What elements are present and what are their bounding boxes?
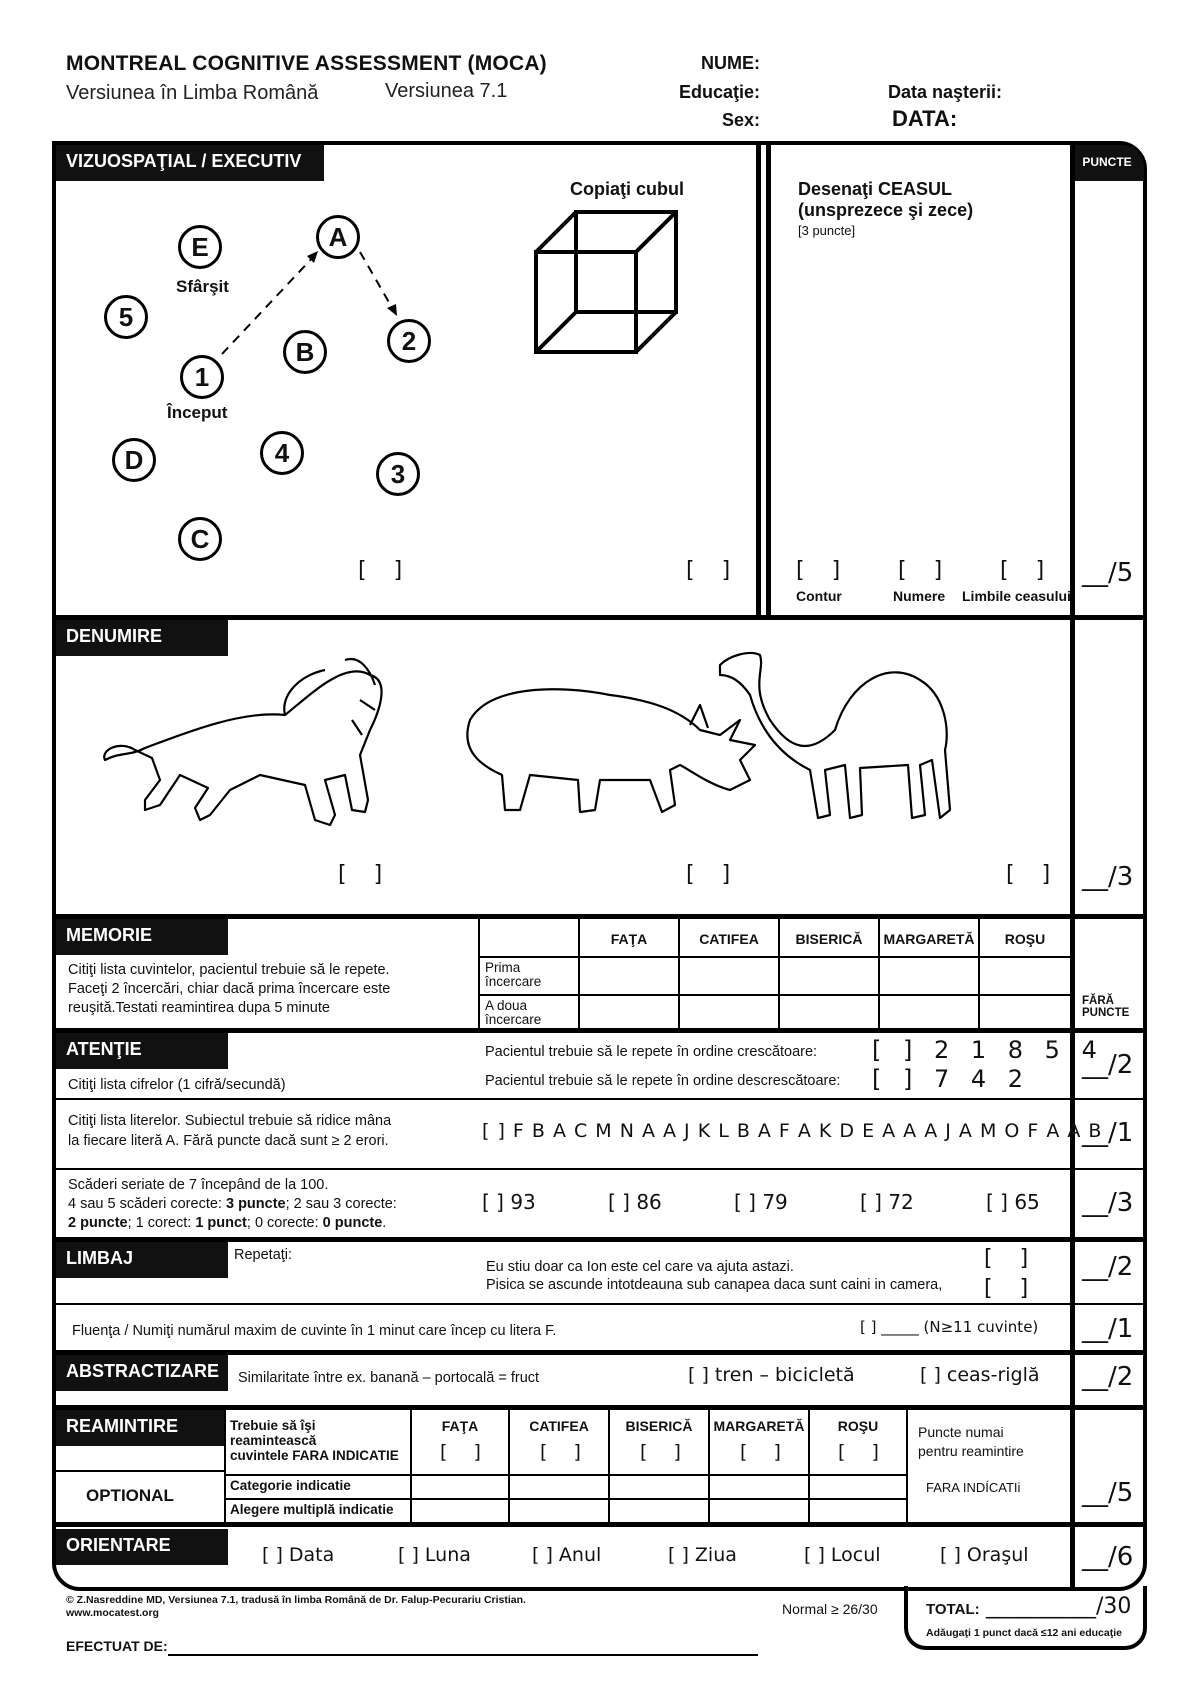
memory-word-2: CATIFEA: [699, 931, 759, 947]
recall-checkbox-4[interactable]: [ ]: [740, 1441, 791, 1463]
abstraction-tag: ABSTRACTIZARE: [56, 1355, 228, 1391]
divider: [52, 1522, 1147, 1527]
grid-line: [224, 1474, 906, 1476]
recall-checkbox-5[interactable]: [ ]: [838, 1441, 889, 1463]
grid-line: [906, 1405, 908, 1523]
abstraction-train-bicycle[interactable]: [ ] tren – bicicletă: [688, 1364, 855, 1386]
grid-line: [478, 994, 1070, 996]
recall-score[interactable]: __/5: [1082, 1478, 1134, 1508]
grid-line: [52, 1470, 224, 1472]
hands-checkbox[interactable]: [ ]: [1000, 558, 1055, 583]
clock-title-1: Desenaţi CEASUL: [798, 179, 953, 199]
sentence-1-checkbox[interactable]: [ ]: [984, 1246, 1039, 1271]
memory-instruction-2: Faceţi 2 încercări, chiar dacă prima încercare este: [68, 981, 391, 997]
memory-instruction-1: Citiţi lista cuvintelor, pacientul trebuie să le repete.: [68, 962, 390, 978]
date-label: DATA:: [892, 106, 958, 131]
visuospatial-tag: VIZUOSPAŢIAL / EXECUTIV: [56, 145, 324, 181]
letters-sequence[interactable]: [ ] F B A C M N A A J K L B A F A K D E A A A J A M O F A A B: [482, 1120, 1103, 1142]
cube-drawing: [536, 212, 676, 352]
fluency-instruction: Fluenţa / Numiţi numărul maxim de cuvinte în 1 minut care încep cu litera F.: [72, 1323, 557, 1339]
trail-node-4: 4: [260, 431, 304, 475]
forward-instruction: Pacientul trebuie să le repete în ordine crescătoare:: [485, 1044, 818, 1060]
contour-label: Contur: [796, 588, 842, 604]
end-label: Sfârşit: [176, 277, 229, 296]
trail-making-svg: [56, 180, 756, 610]
language-tag: LIMBAJ: [56, 1242, 228, 1278]
trail-node-b: B: [283, 330, 327, 374]
contour-checkbox[interactable]: [ ]: [796, 558, 851, 583]
hands-label: Limbile ceasului: [962, 588, 1071, 604]
forward-digits[interactable]: [ ] 2 1 8 5 4: [872, 1036, 1104, 1064]
orientation-tag: ORIENTARE: [56, 1529, 228, 1565]
clock-title-2: (unsprezece şi zece): [798, 200, 974, 220]
camel-icon: [720, 653, 950, 818]
sentence-1: Eu stiu doar ca Ion este cel care va ajuta astazi.: [486, 1259, 794, 1275]
points-column-divider: [1070, 141, 1075, 1591]
clock-divider: [766, 141, 771, 617]
recall-checkbox-1[interactable]: [ ]: [440, 1441, 491, 1463]
divider: [52, 1098, 1147, 1100]
abstraction-instruction: Similaritate între ex. banană – portocală = fruct: [238, 1370, 540, 1386]
grid-line: [478, 919, 480, 1029]
numbers-checkbox[interactable]: [ ]: [898, 558, 953, 583]
numbers-label: Numere: [893, 588, 946, 604]
memory-tag: MEMORIE: [56, 919, 228, 955]
trail-node-1: 1: [180, 355, 224, 399]
education-label: Educaţie:: [678, 82, 760, 102]
trail-node-c: C: [178, 517, 222, 561]
rhino-checkbox[interactable]: [ ]: [686, 862, 741, 887]
naming-tag: DENUMIRE: [56, 620, 228, 656]
serial-instruction-2: 4 sau 5 scăderi corecte: 3 puncte; 2 sau 3 corecte:: [68, 1196, 397, 1212]
memory-word-5: ROŞU: [1004, 931, 1046, 947]
recall-checkbox-3[interactable]: [ ]: [640, 1441, 691, 1463]
form-title: MONTREAL COGNITIVE ASSESSMENT (MOCA): [66, 52, 547, 75]
sentence-2-checkbox[interactable]: [ ]: [984, 1276, 1039, 1301]
serial-instruction-1: Scăderi seriate de 7 începând de la 100.: [68, 1177, 329, 1193]
points-header: PUNCTE: [1070, 145, 1144, 181]
recall-note-3: FARA INDÍCATIi: [926, 1480, 1021, 1495]
serial-79[interactable]: [ ] 79: [734, 1190, 788, 1214]
orientation-place[interactable]: [ ] Locul: [804, 1544, 881, 1566]
signature-line[interactable]: [168, 1654, 758, 1656]
orientation-date[interactable]: [ ] Data: [262, 1544, 335, 1566]
repeat-score[interactable]: __/2: [1082, 1252, 1134, 1282]
lion-checkbox[interactable]: [ ]: [338, 862, 393, 887]
visuo-score[interactable]: __/5: [1082, 558, 1134, 588]
letters-instruction-1: Citiţi lista literelor. Subiectul trebuie să ridice mâna: [68, 1113, 392, 1129]
abstraction-score[interactable]: __/2: [1082, 1362, 1134, 1392]
fluency-count[interactable]: [ ] _____ (N≥11 cuvinte): [860, 1318, 1039, 1336]
memory-word-1: FAŢA: [610, 931, 648, 947]
recall-word-3: BISERICĂ: [625, 1418, 693, 1434]
trail-node-3: 3: [376, 452, 420, 496]
cube-title: Copiaţi cubul: [570, 179, 684, 199]
camel-checkbox[interactable]: [ ]: [1006, 862, 1061, 887]
arrow-head-icon: [307, 251, 318, 263]
repeat-label: Repetaţi:: [234, 1247, 293, 1263]
trail-node-d: D: [112, 438, 156, 482]
digits-score[interactable]: __/2: [1082, 1050, 1134, 1080]
sex-label: Sex:: [721, 110, 760, 130]
birthdate-label: Data naşterii:: [888, 82, 1003, 102]
memory-instruction-3: reuşită.Testati reamintirea dupa 5 minute: [68, 1000, 330, 1016]
trial-1-label: Prima încercare: [485, 960, 542, 989]
serial-65[interactable]: [ ] 65: [986, 1190, 1040, 1214]
arrow-head-icon: [387, 304, 397, 316]
education-note: Adăugaţi 1 punct dacă ≤12 ani educaţie: [926, 1627, 1122, 1639]
trial-2-label: A doua încercare: [485, 998, 542, 1027]
trail-node-2: 2: [387, 319, 431, 363]
backward-digits[interactable]: [ ] 7 4 2: [872, 1065, 1031, 1093]
animal-drawings: [90, 640, 1080, 850]
recall-word-1: FAŢA: [441, 1418, 479, 1434]
orientation-city[interactable]: [ ] Oraşul: [940, 1544, 1029, 1566]
trail-node-e: E: [178, 225, 222, 269]
recall-row2-label: Categorie indicatie: [230, 1478, 351, 1493]
memory-word-4: MARGARETĂ: [883, 931, 975, 947]
divider: [52, 1168, 1147, 1170]
clock-points: [3 puncte]: [798, 223, 856, 238]
website-link[interactable]: www.mocatest.org: [66, 1607, 159, 1619]
serial-93[interactable]: [ ] 93: [482, 1190, 536, 1214]
recall-checkbox-2[interactable]: [ ]: [540, 1441, 591, 1463]
total-label: TOTAL:: [926, 1601, 980, 1618]
lion-icon: [104, 659, 381, 825]
abstraction-watch-ruler[interactable]: [ ] ceas-riglă: [920, 1364, 1040, 1386]
trail-node-5: 5: [104, 295, 148, 339]
orientation-score[interactable]: __/6: [1082, 1542, 1134, 1572]
version-label: Versiunea în Limba Română: [66, 82, 319, 104]
backward-instruction: Pacientul trebuie să le repete în ordine descrescătoare:: [485, 1073, 841, 1089]
serial-instruction-3: 2 puncte; 1 corect: 1 punct; 0 corecte: 0 puncte.: [68, 1215, 387, 1231]
trail-checkbox[interactable]: [ ]: [358, 558, 413, 583]
copyright: © Z.Nasreddine MD, Versiunea 7.1, tradusă în limba Română de Dr. Falup-Pecurariu Cristian.: [66, 1594, 526, 1606]
normal-range: Normal ≥ 26/30: [782, 1601, 878, 1617]
memory-word-3: BISERICĂ: [795, 931, 863, 947]
name-label: NUME:: [701, 53, 760, 73]
done-by-label: EFECTUAT DE:: [66, 1638, 168, 1654]
version-number: Versiunea 7.1: [385, 80, 508, 102]
attention-tag: ATENŢIE: [56, 1033, 228, 1069]
naming-score[interactable]: __/3: [1082, 862, 1134, 892]
clock-divider: [756, 141, 761, 617]
fluency-score[interactable]: __/1: [1082, 1314, 1134, 1344]
serial-score[interactable]: __/3: [1082, 1188, 1134, 1218]
recall-note-2: pentru reamintire: [918, 1443, 1024, 1459]
orientation-year[interactable]: [ ] Anul: [532, 1544, 602, 1566]
recall-note-1: Puncte numai: [918, 1424, 1004, 1440]
optional-label: OPTIONAL: [86, 1486, 174, 1505]
digits-instruction: Citiţi lista cifrelor (1 cifră/secundă): [68, 1077, 286, 1093]
cube-checkbox[interactable]: [ ]: [686, 558, 741, 583]
serial-72[interactable]: [ ] 72: [860, 1190, 914, 1214]
start-label: Început: [167, 403, 228, 422]
orientation-day[interactable]: [ ] Ziua: [668, 1544, 737, 1566]
no-points-label: FĂRĂ PUNCTE: [1082, 995, 1130, 1019]
trail-node-a: A: [316, 215, 360, 259]
recall-word-4: MARGARETĂ: [713, 1418, 805, 1434]
letters-score[interactable]: __/1: [1082, 1118, 1134, 1148]
recall-row3-label: Alegere multiplă indicatie: [230, 1502, 394, 1517]
recall-row1-label: Trebuie să îşi reamintească cuvintele FARA INDICATIE: [230, 1418, 399, 1463]
divider: [52, 1303, 1147, 1305]
serial-86[interactable]: [ ] 86: [608, 1190, 662, 1214]
orientation-month[interactable]: [ ] Luna: [398, 1544, 471, 1566]
grid-line: [224, 1405, 226, 1523]
recall-tag: REAMINTIRE: [56, 1410, 224, 1446]
recall-word-2: CATIFEA: [529, 1418, 589, 1434]
total-score[interactable]: __________/30: [986, 1594, 1132, 1619]
grid-line: [478, 956, 1070, 958]
letters-instruction-2: la fiecare literă A. Fără puncte dacă sunt ≥ 2 erori.: [68, 1133, 389, 1149]
trail-line: [360, 252, 394, 311]
grid-line: [224, 1498, 906, 1500]
sentence-2: Pisica se ascunde intotdeauna sub canapea daca sunt caini in camera,: [486, 1277, 943, 1293]
recall-word-5: ROŞU: [837, 1418, 879, 1434]
rhinoceros-icon: [467, 689, 755, 812]
